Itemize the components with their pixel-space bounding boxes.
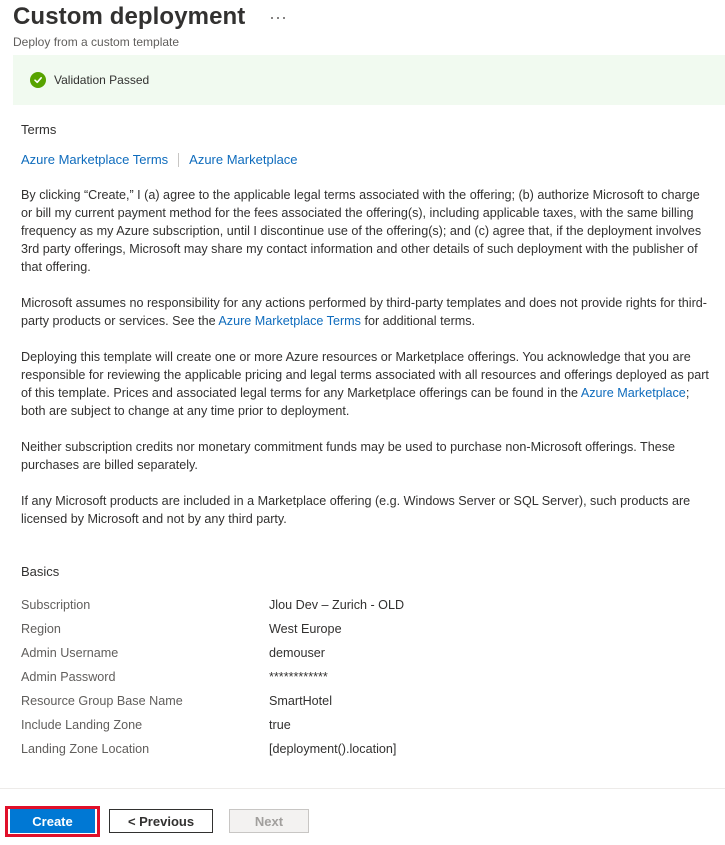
summary-value: [deployment().location] (269, 742, 397, 756)
summary-label: Landing Zone Location (21, 742, 150, 756)
summary-row-landing-zone-location (21, 737, 621, 761)
terms-paragraph-1: By clicking “Create,” I (a) agree to the applicable legal terms associated with the offering; (b) authorize Microsoft to charge or bill my current payment method for the fees associated the offering(s), including applicable taxes, with the same billing frequency as my Azure subscription, until I discontinue use of the offering(s); and (c) agree that, if the deployment involves 3rd party offerings, Microsoft may share my contact information and other details of such deployment with the publisher of that offering. (21, 188, 702, 274)
next-button[interactable]: Next (229, 809, 309, 833)
summary-value: West Europe (269, 622, 342, 636)
page-header (13, 2, 725, 50)
summary-label: Admin Password (21, 670, 116, 684)
previous-button[interactable]: < Previous (109, 809, 213, 833)
validation-banner (13, 55, 725, 105)
summary-label: Resource Group Base Name (21, 694, 183, 708)
terms-links (21, 152, 711, 167)
summary-label: Admin Username (21, 646, 119, 660)
footer-divider (0, 788, 725, 789)
terms-paragraph-3-end: ; both are subject to change at any time prior to deployment. (21, 386, 690, 418)
azure-marketplace-terms-link[interactable]: Azure Marketplace Terms (21, 152, 169, 167)
terms-paragraph-2 (21, 294, 711, 330)
summary-row-region (21, 617, 621, 641)
summary-row-admin-username (21, 641, 621, 665)
title-row (13, 2, 725, 32)
more-options-icon[interactable] (271, 11, 285, 25)
terms-paragraph-2-end: for additional terms. (360, 314, 476, 328)
summary-row-admin-password (21, 665, 621, 689)
terms-paragraph-5: If any Microsoft products are included in a Marketplace offering (e.g. Windows Server or SQL Server), such products are licensed by Microsoft and not by any third party. (21, 494, 691, 526)
summary-value: true (269, 718, 291, 732)
basics-summary (21, 593, 621, 761)
summary-row-subscription (21, 593, 621, 617)
summary-label: Subscription (21, 598, 91, 612)
summary-value: ************ (269, 670, 328, 684)
azure-marketplace-link[interactable]: Azure Marketplace (189, 152, 298, 167)
create-button[interactable]: Create (10, 809, 95, 833)
inline-marketplace-link[interactable]: Azure Marketplace (580, 386, 686, 400)
link-separator (178, 153, 179, 167)
summary-row-include-landing-zone (21, 713, 621, 737)
terms-paragraph-3-text: Deploying this template will create one or more Azure resources or Marketplace offerings. You acknowledge that you are responsible for reviewing the applicable pricing and legal terms associated with all resources and offerings deployed as part of this template. Prices and associated legal terms for any Marketplace offerings can be found in the (21, 350, 709, 400)
basics-heading: Basics (21, 564, 60, 579)
summary-value: SmartHotel (269, 694, 332, 708)
page-title: Custom deployment (13, 3, 246, 30)
summary-value: demouser (269, 646, 326, 660)
terms-section (21, 122, 711, 528)
summary-value: Jlou Dev – Zurich - OLD (269, 598, 405, 612)
success-check-icon (30, 72, 46, 88)
terms-heading: Terms (21, 122, 57, 137)
terms-paragraph-4: Neither subscription credits nor monetary commitment funds may be used to purchase non-Microsoft offerings. These purchases are billed separately. (21, 440, 676, 472)
inline-marketplace-terms-link[interactable]: Azure Marketplace Terms (218, 314, 361, 328)
page-subtitle: Deploy from a custom template (13, 35, 180, 49)
validation-status-text: Validation Passed (54, 73, 150, 87)
summary-row-resource-group (21, 689, 621, 713)
summary-label: Region (21, 622, 61, 636)
terms-paragraph-3 (21, 348, 711, 420)
summary-label: Include Landing Zone (21, 718, 143, 732)
terms-paragraph-2-text: Microsoft assumes no responsibility for any actions performed by third-party templates and does not provide rights for third-party products or services. See the (21, 296, 707, 328)
